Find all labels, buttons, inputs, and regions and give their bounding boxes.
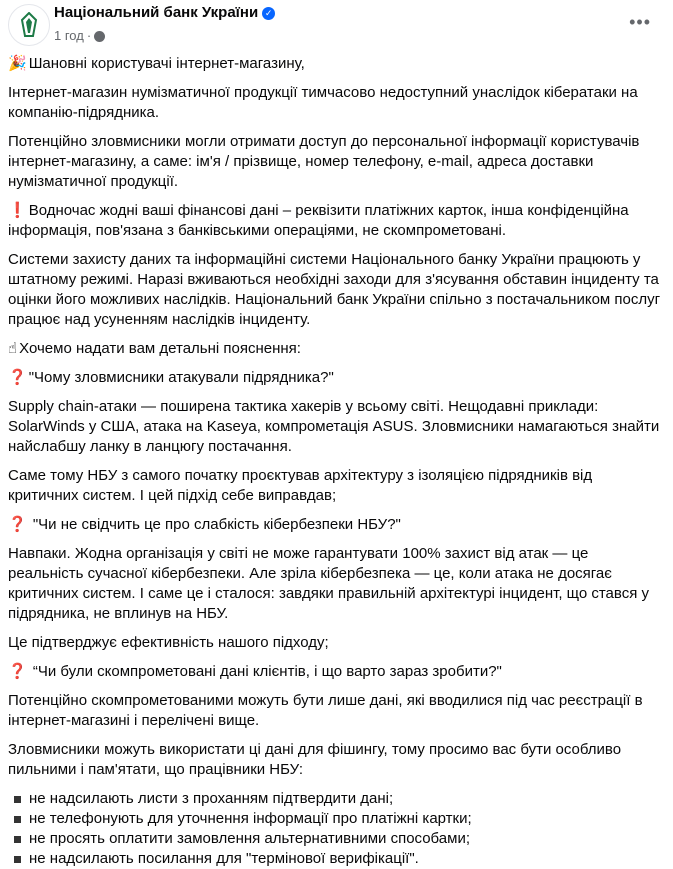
list-item-text: не надсилають листи з проханням підтвердити дані; — [29, 790, 394, 807]
post-header — [0, 0, 673, 54]
paragraph: Навпаки. Жодна організація у світі не може гарантувати 100% захист від атак — це реальність сучасної кібербезпеки. Але зріла кібербезпека — це, коли атака не досягає критичних систем. І саме це і сталося: завдяки правильній архітектурі інцидент, що стався у підрядника, не вплинув на НБУ. — [8, 545, 649, 622]
page-name-link[interactable]: Національний банк України — [54, 4, 259, 21]
paragraph — [8, 201, 665, 241]
warning-list — [8, 789, 665, 869]
point-up-icon: ☝ — [8, 340, 18, 357]
paragraph: Системи захисту даних та інформаційні системи Національного банку України працюють у штатному режимі. Наразі вживаються необхідні заходи для з'ясування обставин інциденту та оцінки його можливих наслідків. Національний банк України спільно з постачальником послуг працює над усуненням наслідків інциденту. — [8, 251, 661, 328]
question-text: "Чому зловмисники атакували підрядника?" — [28, 369, 334, 386]
greeting-text: Шановні користувачі інтернет-магазину, — [28, 55, 305, 72]
paragraph: Зловмисники можуть використати ці дані для фішингу, тому просимо вас бути особливо пильними і пам'ятати, що працівники НБУ: — [8, 741, 622, 778]
paragraph: Це підтверджує ефективність нашого підходу; — [8, 634, 329, 651]
bullet-square-icon — [14, 816, 21, 823]
list-item — [8, 789, 665, 809]
list-item — [8, 849, 665, 869]
post-timestamp[interactable]: 1 год — [54, 28, 84, 43]
separator: · — [86, 28, 92, 43]
paragraph: Саме тому НБУ з самого початку проєктував архітектуру з ізоляцією підрядників від критичних систем. І цей підхід себе виправдав; — [8, 467, 593, 504]
exclamation-icon: ❗ — [8, 202, 27, 219]
list-item-text: не просять оплатити замовлення альтернативними способами; — [29, 830, 471, 847]
party-popper-icon: 🎉 — [8, 55, 27, 72]
question-heading — [8, 662, 665, 682]
paragraph: Supply chain-атаки — поширена тактика хакерів у всьому світі. Нещодавні приклади: SolarWinds у США, атака на Kaseya, компрометація ASUS. Зловмисники намагаються знайти найслабшу ланку в ланцюгу постачання. — [8, 398, 660, 455]
verified-badge-icon: ✓ — [262, 7, 275, 20]
list-item — [8, 809, 665, 829]
question-mark-icon: ❓ — [8, 663, 27, 680]
paragraph: Потенційно зловмисники могли отримати доступ до персональної інформації користувачів інтернет-магазину, а саме: ім'я / прізвище, номер телефону, e-mail, адреса доставки нумізматичної продукції. — [8, 133, 640, 190]
paragraph: Потенційно скомпрометованими можуть бути лише дані, які вводилися під час реєстрації в інтернет-магазині і перелічені вище. — [8, 692, 643, 729]
globe-icon — [94, 31, 105, 42]
page-avatar[interactable] — [8, 4, 50, 46]
nbu-logo-icon — [18, 12, 40, 38]
question-heading — [8, 368, 665, 388]
question-heading — [8, 515, 665, 535]
paragraph: Інтернет-магазин нумізматичної продукції тимчасово недоступний унаслідок кібератаки на компанію-підрядника. — [8, 84, 638, 121]
list-item-text: не надсилають посилання для "термінової верифікації". — [29, 850, 419, 867]
list-item-text: не телефонують для уточнення інформації про платіжні картки; — [29, 810, 472, 827]
paragraph — [8, 339, 665, 359]
bullet-square-icon — [14, 836, 21, 843]
question-mark-icon: ❓ — [8, 369, 27, 386]
question-mark-icon: ❓ — [8, 516, 27, 533]
paragraph — [8, 54, 665, 74]
paragraph-text: Водночас жодні ваші фінансові дані – реквізити платіжних карток, інша конфіденційна інформація, пов'язана з банківськими операціями, не скомпрометовані. — [8, 202, 629, 239]
list-item — [8, 829, 665, 849]
more-options-button[interactable]: ••• — [629, 12, 651, 32]
question-text: “Чи були скомпрометовані дані клієнтів, і що варто зараз зробити?" — [28, 663, 502, 680]
paragraph-text: Хочемо надати вам детальні пояснення: — [19, 340, 301, 357]
post-body — [0, 54, 673, 869]
question-text: "Чи не свідчить це про слабкість кібербезпеки НБУ?" — [28, 516, 401, 533]
bullet-square-icon — [14, 796, 21, 803]
